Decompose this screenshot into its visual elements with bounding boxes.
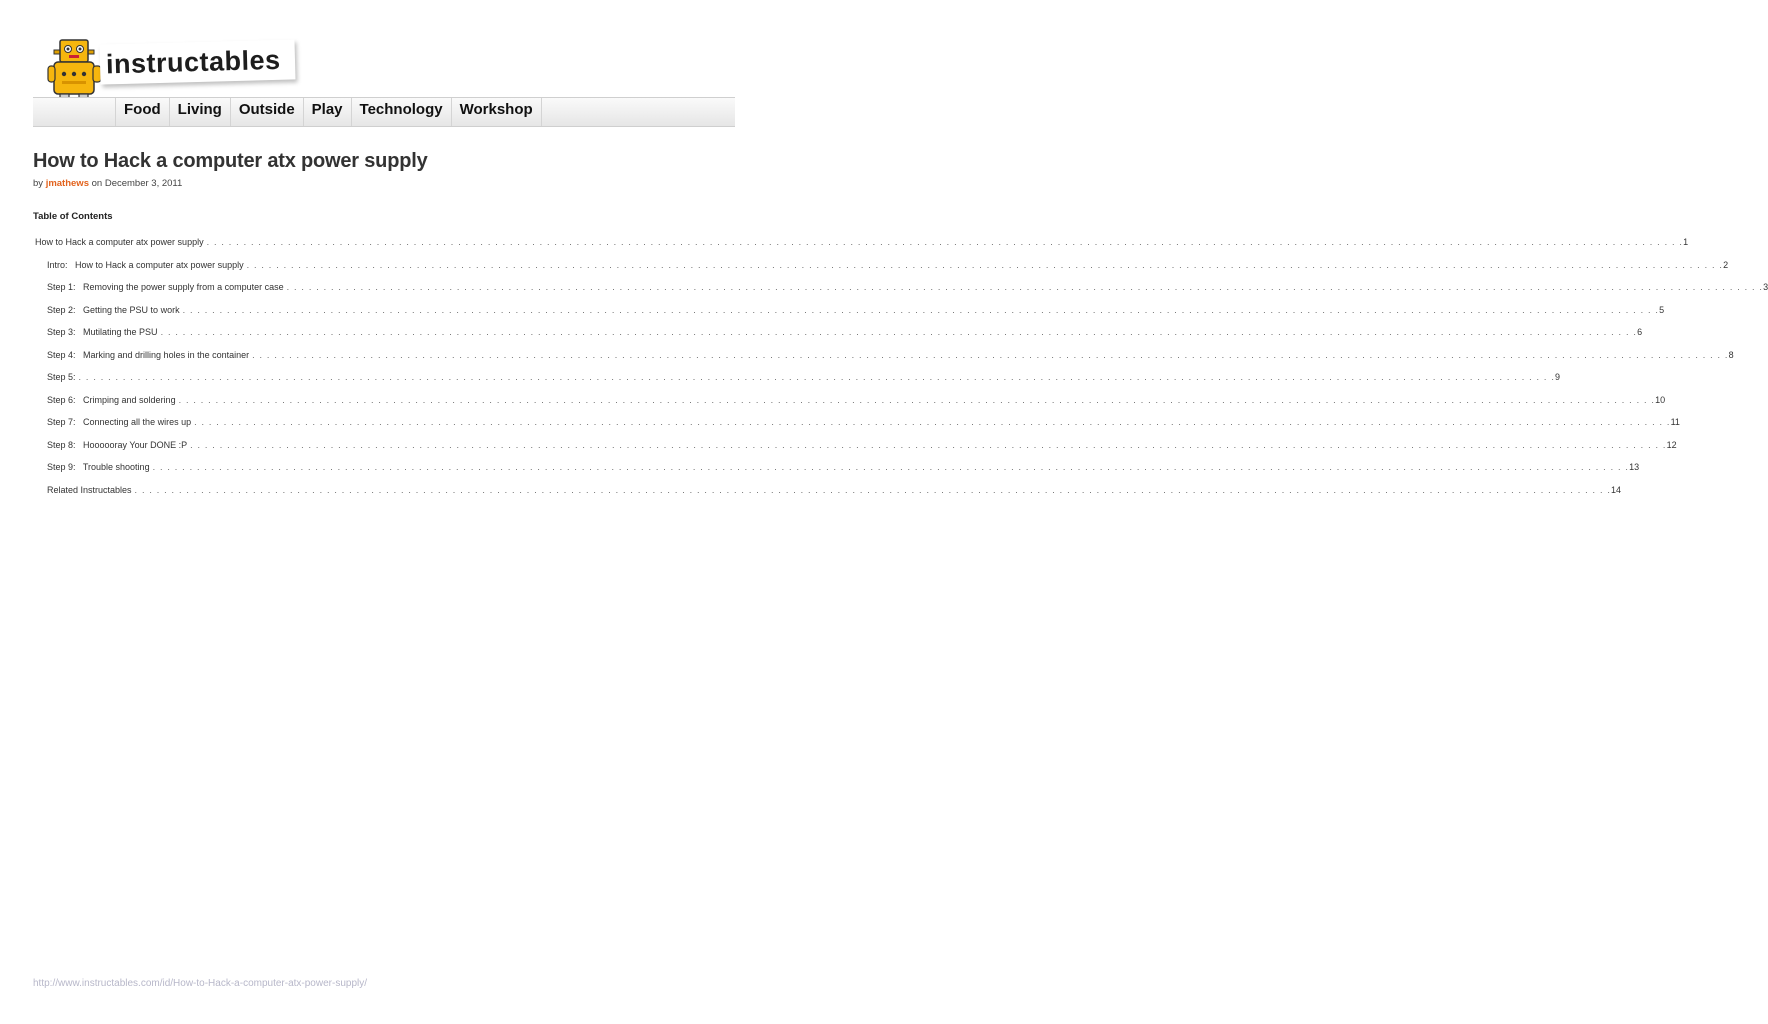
toc-entry-label: Step 2: Getting the PSU to work [47, 304, 180, 315]
toc-entry-label: Step 9: Trouble shooting [47, 462, 150, 472]
toc-leader-dots: . . . . . . . . . . . . . . . . . . . . . . . . . . . . . . . . . . . . . . . . . . . . . . . . . . . . . . . . . . . . . . . . . . . . . . . . . . . . . . . . . . . . . . . . . . . . . . . . . . . . . . . . . . . . . . . . . . . . . . . . . . . . . . . . . . . . . . . . . . . . . . . . . . . . . . . . . . . . . . . . . . . . . . . . . . . . . . . . . . . . . . . . . . . . . . . . . . . . . . . . [252, 349, 1729, 360]
toc-leader-dots: . . . . . . . . . . . . . . . . . . . . . . . . . . . . . . . . . . . . . . . . . . . . . . . . . . . . . . . . . . . . . . . . . . . . . . . . . . . . . . . . . . . . . . . . . . . . . . . . . . . . . . . . . . . . . . . . . . . . . . . . . . . . . . . . . . . . . . . . . . . . . . . . . . . . . . . . . . . . . . . . . . . . . . . . . . . . . . . . . . . . . . . . . . . . . . . . . . . . . . . . [206, 237, 1684, 247]
nav-item-play[interactable]: Play [303, 98, 352, 126]
toc-entry[interactable] [47, 370, 1561, 384]
toc-entry-page: 8 [1728, 349, 1734, 360]
toc-leader-dots: . . . . . . . . . . . . . . . . . . . . . . . . . . . . . . . . . . . . . . . . . . . . . . . . . . . . . . . . . . . . . . . . . . . . . . . . . . . . . . . . . . . . . . . . . . . . . . . . . . . . . . . . . . . . . . . . . . . . . . . . . . . . . . . . . . . . . . . . . . . . . . . . . . . . . . . . . . . . . . . . . . . . . . . . . . . . . . . . . . . . . . . . . . . . . . . . . . . . . . . . [194, 417, 1671, 427]
toc-entry-label: Step 3: Mutilating the PSU [47, 327, 158, 337]
toc-leader-dots: . . . . . . . . . . . . . . . . . . . . . . . . . . . . . . . . . . . . . . . . . . . . . . . . . . . . . . . . . . . . . . . . . . . . . . . . . . . . . . . . . . . . . . . . . . . . . . . . . . . . . . . . . . . . . . . . . . . . . . . . . . . . . . . . . . . . . . . . . . . . . . . . . . . . . . . . . . . . . . . . . . . . . . . . . . . . . . . . . . . . . . . . . . . . . . . . . . . . . . . . [178, 394, 1656, 405]
category-nav [115, 98, 541, 126]
toc-entry[interactable] [47, 415, 1680, 429]
toc-entry[interactable] [47, 303, 1665, 317]
toc-leader-dots: . . . . . . . . . . . . . . . . . . . . . . . . . . . . . . . . . . . . . . . . . . . . . . . . . . . . . . . . . . . . . . . . . . . . . . . . . . . . . . . . . . . . . . . . . . . . . . . . . . . . . . . . . . . . . . . . . . . . . . . . . . . . . . . . . . . . . . . . . . . . . . . . . . . . . . . . . . . . . . . . . . . . . . . . . . . . . . . . . . . . . . . . . . . . . . . . . . . . . . . . [134, 484, 1612, 495]
toc-entry-page: 13 [1629, 462, 1640, 472]
toc-entry-label: Step 6: Crimping and soldering [47, 394, 176, 405]
toc-entry-label: Step 1: Removing the power supply from a computer case [47, 282, 284, 292]
nav-item-technology[interactable]: Technology [351, 98, 452, 126]
author-link[interactable]: jmathews [45, 178, 89, 189]
toc-entry-label: Step 7: Connecting all the wires up [47, 417, 192, 427]
toc-entry-page: 3 [1763, 282, 1768, 292]
category-navbar [33, 97, 735, 127]
toc-entry[interactable] [47, 460, 1640, 474]
publish-date: on December 3, 2011 [91, 178, 183, 189]
byline-prefix: by [33, 178, 44, 189]
toc-entry-page: 5 [1659, 304, 1665, 315]
toc-entry-page: 14 [1611, 484, 1622, 495]
brand-wordmark[interactable]: instructables [100, 39, 296, 84]
page-title: How to Hack a computer atx power supply [33, 150, 428, 172]
toc-entry-page: 6 [1637, 327, 1643, 337]
toc-entry-page: 1 [1683, 237, 1689, 247]
toc-entry[interactable] [47, 348, 1734, 362]
toc-entry[interactable] [47, 280, 1768, 294]
toc-leader-dots: . . . . . . . . . . . . . . . . . . . . . . . . . . . . . . . . . . . . . . . . . . . . . . . . . . . . . . . . . . . . . . . . . . . . . . . . . . . . . . . . . . . . . . . . . . . . . . . . . . . . . . . . . . . . . . . . . . . . . . . . . . . . . . . . . . . . . . . . . . . . . . . . . . . . . . . . . . . . . . . . . . . . . . . . . . . . . . . . . . . . . . . . . . . . . . . . . . . . . . . . [160, 327, 1638, 337]
toc-entry-label: Intro: How to Hack a computer atx power supply [47, 259, 244, 270]
toc-leader-dots: . . . . . . . . . . . . . . . . . . . . . . . . . . . . . . . . . . . . . . . . . . . . . . . . . . . . . . . . . . . . . . . . . . . . . . . . . . . . . . . . . . . . . . . . . . . . . . . . . . . . . . . . . . . . . . . . . . . . . . . . . . . . . . . . . . . . . . . . . . . . . . . . . . . . . . . . . . . . . . . . . . . . . . . . . . . . . . . . . . . . . . . . . . . . . . . . . . . . . . . . [78, 372, 1556, 382]
toc-entry-page: 10 [1655, 394, 1666, 405]
toc-entry[interactable] [47, 483, 1622, 497]
toc-entry-page: 12 [1666, 439, 1677, 450]
toc-leader-dots: . . . . . . . . . . . . . . . . . . . . . . . . . . . . . . . . . . . . . . . . . . . . . . . . . . . . . . . . . . . . . . . . . . . . . . . . . . . . . . . . . . . . . . . . . . . . . . . . . . . . . . . . . . . . . . . . . . . . . . . . . . . . . . . . . . . . . . . . . . . . . . . . . . . . . . . . . . . . . . . . . . . . . . . . . . . . . . . . . . . . . . . . . . . . . . . . . . . . . . . . [190, 439, 1667, 450]
toc-entry-page: 2 [1723, 259, 1729, 270]
toc-entry-page: 9 [1555, 372, 1561, 382]
nav-item-food[interactable]: Food [115, 98, 170, 126]
toc-leader-dots: . . . . . . . . . . . . . . . . . . . . . . . . . . . . . . . . . . . . . . . . . . . . . . . . . . . . . . . . . . . . . . . . . . . . . . . . . . . . . . . . . . . . . . . . . . . . . . . . . . . . . . . . . . . . . . . . . . . . . . . . . . . . . . . . . . . . . . . . . . . . . . . . . . . . . . . . . . . . . . . . . . . . . . . . . . . . . . . . . . . . . . . . . . . . . . . . . . . . . . . . [152, 462, 1630, 472]
toc-entry[interactable] [35, 235, 1689, 249]
toc-entry[interactable] [47, 438, 1677, 452]
toc-entry[interactable] [47, 393, 1666, 407]
nav-item-outside[interactable]: Outside [230, 98, 304, 126]
toc-entry-label: Step 4: Marking and drilling holes in the container [47, 349, 250, 360]
nav-item-workshop[interactable]: Workshop [451, 98, 542, 126]
byline [33, 178, 182, 189]
toc-leader-dots: . . . . . . . . . . . . . . . . . . . . . . . . . . . . . . . . . . . . . . . . . . . . . . . . . . . . . . . . . . . . . . . . . . . . . . . . . . . . . . . . . . . . . . . . . . . . . . . . . . . . . . . . . . . . . . . . . . . . . . . . . . . . . . . . . . . . . . . . . . . . . . . . . . . . . . . . . . . . . . . . . . . . . . . . . . . . . . . . . . . . . . . . . . . . . . . . . . . . . . . . [182, 304, 1660, 315]
toc-heading: Table of Contents [33, 211, 113, 222]
nav-item-living[interactable]: Living [169, 98, 231, 126]
toc-entry[interactable] [47, 325, 1643, 339]
toc-entry-label: Step 8: Hoooooray Your DONE :P [47, 439, 188, 450]
toc-entry-page: 11 [1670, 417, 1680, 427]
toc-entry[interactable] [47, 258, 1729, 272]
toc-leader-dots: . . . . . . . . . . . . . . . . . . . . . . . . . . . . . . . . . . . . . . . . . . . . . . . . . . . . . . . . . . . . . . . . . . . . . . . . . . . . . . . . . . . . . . . . . . . . . . . . . . . . . . . . . . . . . . . . . . . . . . . . . . . . . . . . . . . . . . . . . . . . . . . . . . . . . . . . . . . . . . . . . . . . . . . . . . . . . . . . . . . . . . . . . . . . . . . . . . . . . . . . [246, 259, 1724, 270]
toc-leader-dots: . . . . . . . . . . . . . . . . . . . . . . . . . . . . . . . . . . . . . . . . . . . . . . . . . . . . . . . . . . . . . . . . . . . . . . . . . . . . . . . . . . . . . . . . . . . . . . . . . . . . . . . . . . . . . . . . . . . . . . . . . . . . . . . . . . . . . . . . . . . . . . . . . . . . . . . . . . . . . . . . . . . . . . . . . . . . . . . . . . . . . . . . . . . . . . . . . . . . . . . . [286, 282, 1764, 292]
toc-entry-label: Step 5: [47, 372, 76, 382]
toc-entry-label: Related Instructables [47, 484, 132, 495]
footer-url[interactable]: http://www.instructables.com/id/How-to-Hack-a-computer-atx-power-supply/ [33, 978, 367, 989]
site-header [0, 0, 768, 130]
toc-entry-label: How to Hack a computer atx power supply [35, 237, 204, 247]
